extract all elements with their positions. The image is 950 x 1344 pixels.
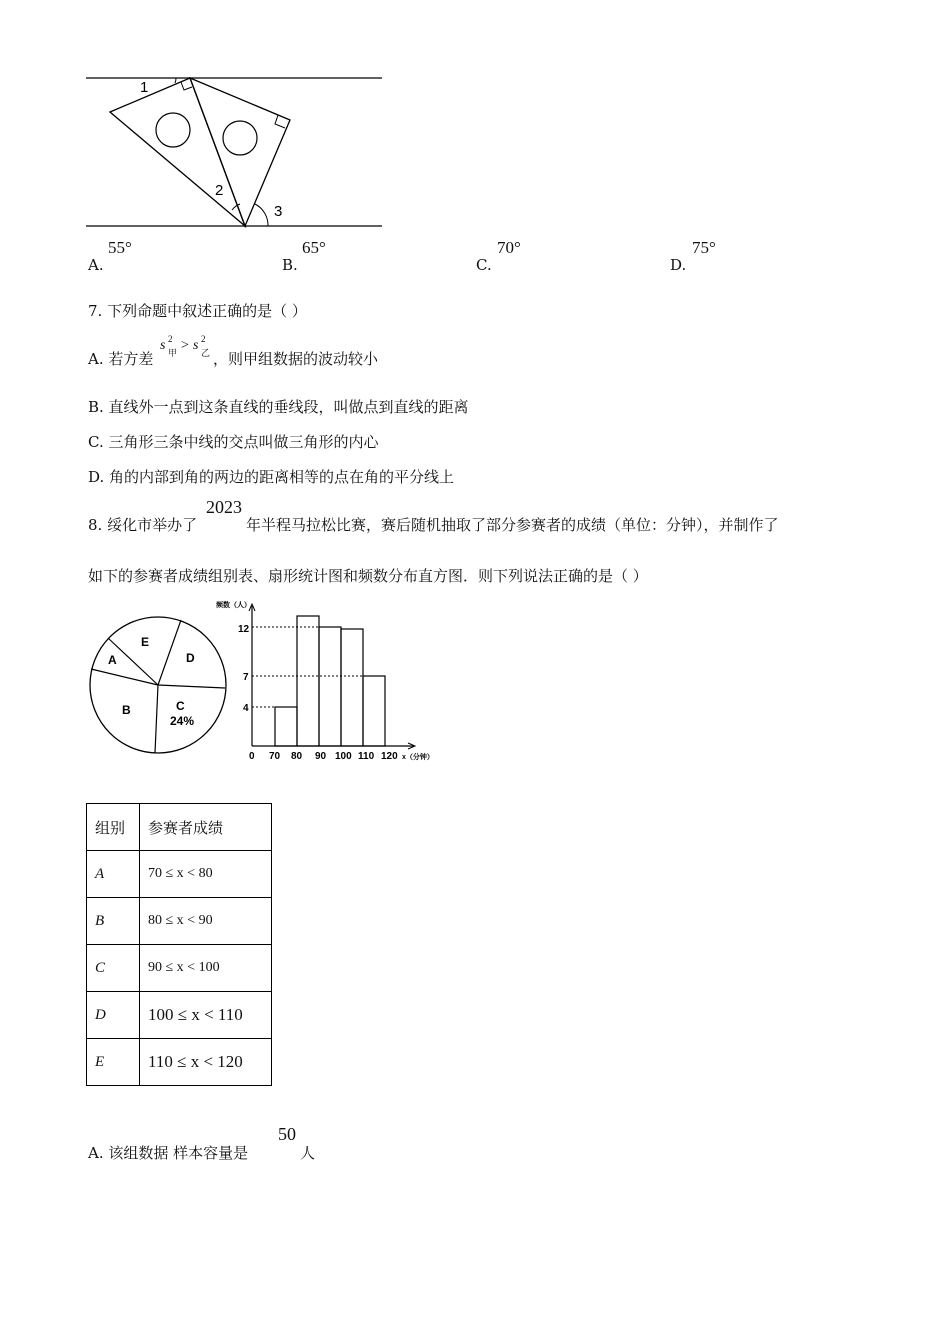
q8-option-a-suffix: 人: [300, 1144, 316, 1162]
q7-option-c: C. 三角形三条中线的交点叫做三角形的内心: [88, 433, 379, 451]
pie-label-a: A: [108, 653, 117, 667]
q8-option-a: [88, 1124, 488, 1164]
hist-xtick-110: 110: [358, 751, 375, 762]
pie-label-d: D: [186, 651, 195, 665]
q6-option-b-value: 65°: [302, 238, 326, 257]
angle-3-label: 3: [274, 203, 283, 220]
angle-2-label: 2: [215, 182, 224, 199]
q7-option-a-sub2: 乙: [201, 349, 211, 359]
q7-option-a-s1: s: [160, 338, 166, 353]
table-row: [87, 992, 272, 1039]
table-cell-group: A: [87, 851, 140, 898]
table-header-row: [87, 804, 272, 851]
table-cell-group: D: [87, 992, 140, 1039]
q8-stem-line1: [88, 497, 868, 537]
q7-option-a-s2: s: [193, 338, 199, 353]
q7-option-a: [88, 336, 588, 366]
hist-ytick-12: 12: [238, 624, 250, 635]
hist-xtick-70: 70: [269, 751, 281, 762]
hist-xtick-100: 100: [335, 751, 352, 762]
pie-label-c-percent: 24%: [170, 714, 195, 728]
q6-option-c-value: 70°: [497, 238, 521, 257]
table-cell-group: E: [87, 1039, 140, 1086]
q7-option-a-sup2: 2: [201, 334, 206, 344]
q6-option-a-letter: A.: [88, 256, 104, 274]
table-header-group: 组别: [87, 804, 140, 851]
table-row: [87, 945, 272, 992]
q7-stem: 7. 下列命题中叙述正确的是（ ）: [88, 302, 307, 320]
q6-option-c-letter: C.: [476, 256, 492, 274]
q6-options: [0, 236, 950, 276]
q8-stem-part1: 8. 绥化市举办了: [88, 516, 198, 534]
q7-option-d: D. 角的内部到角的两边的距离相等的点在角的平分线上: [88, 468, 455, 486]
q6-option-d-value: 75°: [692, 238, 716, 257]
table-cell-range: 80 ≤ x < 90: [140, 898, 272, 945]
hist-ylabel: 频数（人）: [216, 602, 251, 609]
hist-xlabel: x（分钟）: [402, 754, 434, 761]
group-table: [86, 803, 272, 1086]
pie-label-b: B: [122, 703, 131, 717]
q8-option-a-prefix: A. 该组数据 样本容量是: [88, 1144, 249, 1162]
q8-stem-part2: 年半程马拉松比赛，赛后随机抽取了部分参赛者的成绩（单位：分钟），并制作了: [246, 516, 779, 534]
q6-option-b-letter: B.: [282, 256, 298, 274]
table-cell-range: 90 ≤ x < 100: [140, 945, 272, 992]
q6-option-d-letter: D.: [670, 256, 687, 274]
table-cell-group: C: [87, 945, 140, 992]
hist-xtick-80: 80: [291, 751, 303, 762]
q7-option-a-prefix: A. 若方差: [88, 350, 154, 368]
table-row: [87, 1039, 272, 1086]
histogram: [216, 598, 442, 768]
angle-1-label: 1: [140, 79, 149, 96]
table-row: [87, 851, 272, 898]
q7-option-a-suffix: ，则甲组数据的波动较小: [213, 350, 379, 368]
table-header-score: 参赛者成绩: [140, 804, 272, 851]
table-cell-group: B: [87, 898, 140, 945]
q8-stem-line2: 如下的参赛者成绩组别表、扇形统计图和频数分布直方图．则下列说法正确的是（ ）: [88, 567, 648, 585]
hist-xtick-120: 120: [381, 751, 398, 762]
q6-option-a-value: 55°: [108, 238, 132, 257]
hist-xtick-0: 0: [249, 751, 255, 762]
table-row: [87, 898, 272, 945]
q7-option-a-sup1: 2: [168, 334, 173, 344]
pie-chart: [86, 606, 232, 758]
pie-label-e: E: [141, 635, 150, 649]
q8-option-a-number: 50: [278, 1124, 296, 1144]
triangle-rulers-figure: [80, 70, 390, 235]
table-cell-range: 70 ≤ x < 80: [140, 851, 272, 898]
hist-ytick-4: 4: [243, 703, 249, 714]
table-cell-range: 110 ≤ x < 120: [140, 1039, 272, 1086]
q8-stem-year: 2023: [206, 497, 242, 517]
pie-label-c: C: [176, 699, 185, 713]
hist-xtick-90: 90: [315, 751, 327, 762]
hist-ytick-7: 7: [243, 672, 249, 683]
q7-option-b: B. 直线外一点到这条直线的垂线段，叫做点到直线的距离: [88, 398, 469, 416]
table-cell-range: 100 ≤ x < 110: [140, 992, 272, 1039]
q7-option-a-op: >: [181, 338, 189, 353]
q7-option-a-sub1: 甲: [168, 349, 178, 359]
